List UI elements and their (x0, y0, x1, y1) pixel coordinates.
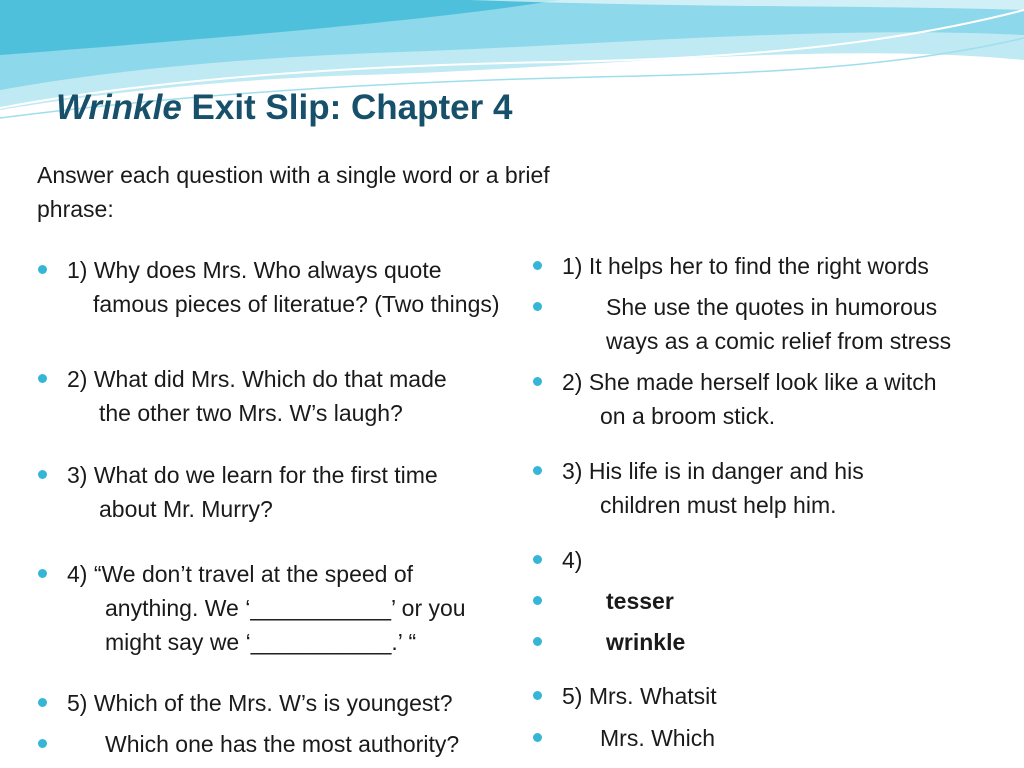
bullet-icon (533, 596, 542, 605)
question-line: famous pieces of literatue? (Two things) (93, 291, 500, 317)
answer-6 (600, 721, 715, 755)
question-line: 1) Why does Mrs. Who always quote (67, 257, 442, 283)
bullet-icon (38, 698, 47, 707)
answer-line: 5) Mrs. Whatsit (562, 683, 717, 709)
answer-5 (562, 679, 717, 713)
answer-line: children must help him. (600, 492, 837, 518)
question-line: 4) “We don’t travel at the speed of (67, 561, 414, 587)
answer-4 (562, 543, 582, 577)
answer-line: She use the quotes in humorous (606, 294, 938, 320)
answer-line: 1) It helps her to find the right words (562, 253, 929, 279)
answer-1 (562, 249, 929, 283)
answer-line: Mrs. Which (600, 725, 715, 751)
answer-1b (606, 290, 951, 358)
bullet-icon (38, 470, 47, 479)
title-rest: Exit Slip: Chapter 4 (191, 88, 513, 127)
instructions-text: Answer each question with a single word or a brief phrase: (37, 162, 550, 222)
answer-line: tesser (606, 588, 674, 614)
question-4 (67, 557, 466, 659)
bullet-icon (38, 739, 47, 748)
bullet-icon (533, 555, 542, 564)
answer-line: wrinkle (606, 629, 686, 655)
bullet-icon (533, 733, 542, 742)
bullet-icon (533, 377, 542, 386)
bullet-icon (533, 261, 542, 270)
title-italic: Wrinkle (56, 88, 182, 127)
question-3 (67, 458, 438, 526)
answer-line: 4) (562, 547, 583, 573)
bullet-icon (38, 265, 47, 274)
answer-wrinkle (606, 625, 685, 659)
question-1 (67, 253, 500, 321)
question-6 (105, 727, 459, 761)
bullet-icon (38, 569, 47, 578)
slide-title (56, 88, 512, 128)
bullet-icon (533, 466, 542, 475)
bullet-icon (533, 302, 542, 311)
answer-tesser (606, 584, 674, 618)
question-5 (67, 686, 453, 720)
bullet-icon (533, 637, 542, 646)
question-line: about Mr. Murry? (99, 496, 273, 522)
question-2 (67, 362, 447, 430)
question-line: 3) What do we learn for the first time (67, 462, 438, 488)
bullet-icon (38, 374, 47, 383)
question-line: the other two Mrs. W’s laugh? (99, 400, 403, 426)
answer-line: 2) She made herself look like a witch (562, 369, 937, 395)
question-line: might say we ‘___________.’ “ (105, 629, 417, 655)
answer-line: on a broom stick. (600, 403, 776, 429)
question-line: Which one has the most authority? (105, 731, 460, 757)
question-line: 5) Which of the Mrs. W’s is youngest? (67, 690, 453, 716)
answer-2 (562, 365, 937, 433)
bullet-icon (533, 691, 542, 700)
answer-line: ways as a comic relief from stress (606, 328, 952, 354)
question-line: 2) What did Mrs. Which do that made (67, 366, 447, 392)
answer-line: 3) His life is in danger and his (562, 458, 864, 484)
answer-3 (562, 454, 864, 522)
question-line: anything. We ‘___________’ or you (105, 595, 466, 621)
